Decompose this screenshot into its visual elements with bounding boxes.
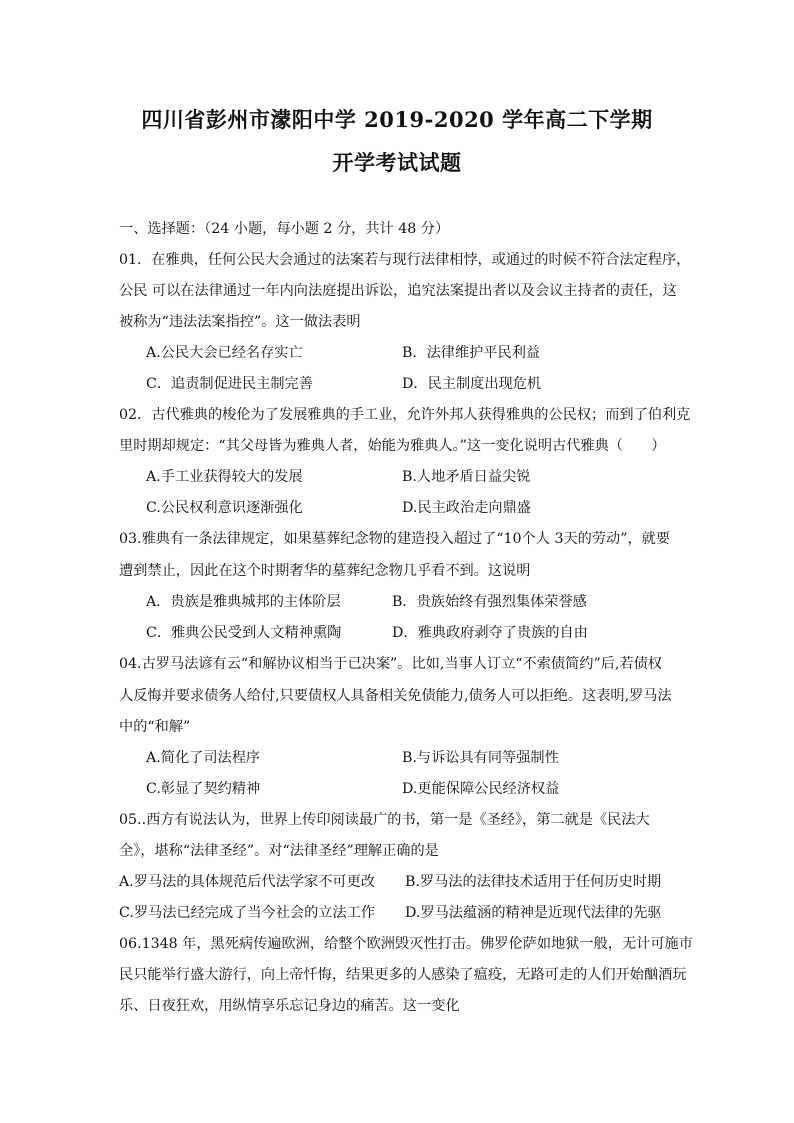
question-1-line-1: 01．在雅典，任何公民大会通过的法案若与现行法律相悖，或通过的时候不符合法定程序， [119, 252, 691, 268]
question-2-option-b: B.人地矛盾日益尖锐 [402, 469, 531, 485]
question-3-option-a: A．贵族是雅典城邦的主体阶层 [146, 594, 341, 610]
question-4-line-2: 人反悔并要求债务人给付,只要债权人具备相关免债能力,债务人可以拒绝。这表明,罗马法 [119, 688, 672, 704]
question-6-line-2: 民只能举行盛大游行，向上帝忏悔，结果更多的人感染了瘟疫，无路可走的人们开始酗酒玩 [119, 967, 687, 983]
question-5-line-2: 全》，堪称“法律圣经”。对“法律圣经”理解正确的是 [119, 843, 439, 859]
section-heading: 一、选择题：（24 小题，每小题 2 分，共计 48 分） [119, 221, 450, 237]
question-4-option-a: A.简化了司法程序 [146, 750, 261, 766]
page-title-line1: 四川省彭州市濛阳中学 2019-2020 学年高二下学期 [141, 107, 653, 132]
question-5-option-c: C.罗马法已经完成了当今社会的立法工作 [119, 905, 376, 921]
question-2-line-2: 里时期却规定：“其父母皆为雅典人者，始能为雅典人。”这一变化说明古代雅典（ ） [119, 438, 666, 454]
question-2-line-1: 02．古代雅典的梭伦为了发展雅典的手工业，允许外邦人获得雅典的公民权；而到了伯利克 [119, 407, 691, 423]
question-1-option-d: D．民主制度出现危机 [402, 376, 542, 392]
question-3-option-c: C．雅典公民受到人文精神熏陶 [146, 625, 342, 641]
question-1-option-a: A.公民大会已经名存实亡 [146, 345, 303, 361]
question-3-option-b: B．贵族始终有强烈集体荣誉感 [392, 594, 587, 610]
question-2-option-d: D.民主政治走向鼎盛 [402, 500, 531, 516]
question-1-option-c: C．追责制促进民主制完善 [146, 376, 313, 392]
question-4-line-1: 04.古罗马法谚有云“和解协议相当于已决案”。比如,当事人订立“不索债简约”后,若债权 [119, 656, 662, 672]
question-4-option-b: B.与诉讼具有同等强制性 [402, 750, 559, 766]
question-4-line-3: 中的“和解” [119, 719, 191, 735]
question-5-option-b: B.罗马法的法律技术适用于任何历史时期 [405, 874, 662, 890]
question-1-line-3: 被称为“违法法案指控”。这一做法表明 [119, 314, 361, 330]
question-2-option-c: C.公民权利意识逐渐强化 [146, 500, 303, 516]
question-3-option-d: D．雅典政府剥夺了贵族的自由 [392, 625, 588, 641]
question-1-line-2: 公民 可以在法律通过一年内向法庭提出诉讼，追究法案提出者以及会议主持者的责任，这 [119, 283, 677, 299]
page-title-line2: 开学考试试题 [332, 150, 462, 175]
question-6-line-3: 乐、日夜狂欢，用纵情享乐忘记身边的痛苦。这一变化 [119, 998, 460, 1014]
question-5-option-a: A.罗马法的具体规范后代法学家不可更改 [119, 874, 375, 890]
question-4-option-c: C.彰显了契约精神 [146, 781, 261, 797]
question-4-option-d: D.更能保障公民经济权益 [402, 781, 560, 797]
question-6-line-1: 06.1348 年，黑死病传遍欧洲，给整个欧洲毁灭性打击。佛罗伦萨如地狱一般，无计可施市 [119, 936, 693, 952]
question-5-option-d: D.罗马法蕴涵的精神是近现代法律的先驱 [405, 905, 662, 921]
question-3-line-1: 03.雅典有一条法律规定，如果墓葬纪念物的建造投入超过了“10个人 3天的劳动”，就要 [119, 531, 671, 547]
question-5-line-1: 05..西方有说法认为，世界上传印阅读最广的书，第一是《圣经》，第二就是《民法大 [119, 812, 650, 828]
question-3-line-2: 遭到禁止，因此在这个时期奢华的墓葬纪念物几乎看不到。这说明 [119, 563, 531, 579]
question-2-option-a: A.手工业获得较大的发展 [146, 469, 303, 485]
question-1-option-b: B．法律维护平民利益 [402, 345, 541, 361]
